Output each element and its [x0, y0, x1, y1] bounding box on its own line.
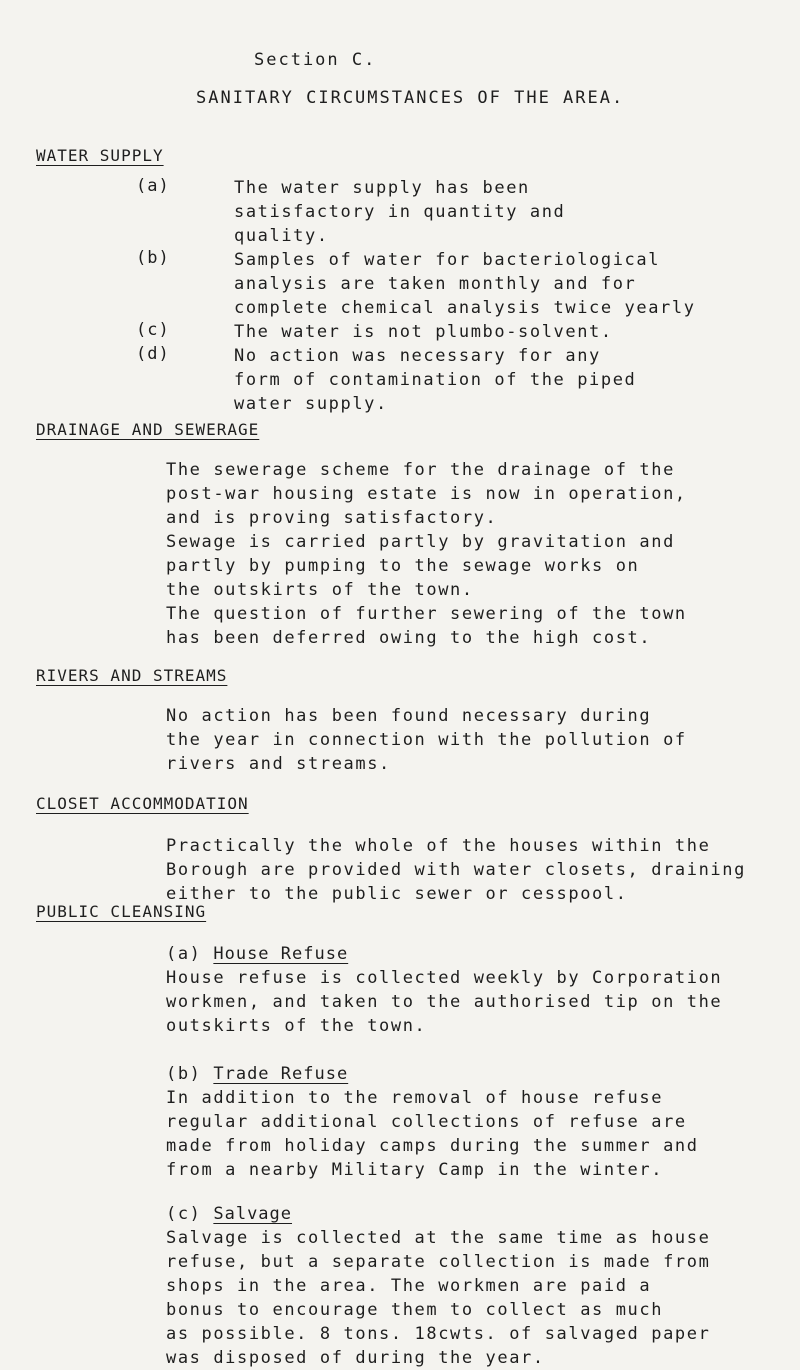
closet-heading: CLOSET ACCOMMODATION [36, 794, 249, 813]
rivers-text: No action has been found necessary during the year in connection with the pollution of rivers and streams. [166, 706, 687, 774]
house-refuse-letter: (a) [166, 944, 202, 964]
page-title: SANITARY CIRCUMSTANCES OF THE AREA. [196, 88, 625, 108]
section-label: Section C. [254, 50, 377, 70]
salvage-text: Salvage is collected at the same time as house refuse, but a separate collection is made from shops in the area. The workmen are paid a bonus to encourage them to collect as much as possible. 8 tons. 18cwts. of salvaged paper was disposed of during the year. [166, 1228, 711, 1368]
water-item-c-letter: (c) [136, 320, 170, 340]
cleansing-heading: PUBLIC CLEANSING [36, 902, 207, 921]
trade-refuse-letter: (b) [166, 1064, 202, 1084]
trade-refuse-title: Trade Refuse [213, 1064, 349, 1084]
house-refuse-text: House refuse is collected weekly by Corporation workmen, and taken to the authorised tip on the outskirts of the town. [166, 968, 723, 1036]
water-item-d-letter: (d) [136, 344, 170, 364]
drainage-heading: DRAINAGE AND SEWERAGE [36, 420, 260, 439]
drainage-text: The sewerage scheme for the drainage of the post-war housing estate is now in operation, and is proving satisfactory. Sewage is carried partly by gravitation and partly by pumping to the sewage works on the outskirts of the town. The question of further sewering of the town has been deferred owing to the high cost. [166, 460, 687, 648]
house-refuse-title: House Refuse [213, 944, 349, 964]
water-supply-heading: WATER SUPPLY [36, 146, 164, 165]
water-item-b-text: Samples of water for bacteriological analysis are taken monthly and for complete chemical analysis twice yearly [234, 250, 696, 318]
water-item-d-text: No action was necessary for any form of contamination of the piped water supply. [234, 346, 637, 414]
trade-refuse-text: In addition to the removal of house refuse regular additional collections of refuse are made from holiday camps during the summer and from a nearby Military Camp in the winter. [166, 1088, 699, 1180]
closet-text: Practically the whole of the houses within the Borough are provided with water closets, draining either to the public sewer or cesspool. [166, 836, 746, 904]
trade-refuse-block [166, 1062, 794, 1182]
rivers-heading: RIVERS AND STREAMS [36, 666, 228, 685]
salvage-block [166, 1202, 794, 1370]
water-item-b-letter: (b) [136, 248, 170, 268]
water-item-a-text: The water supply has been satisfactory in quantity and quality. [234, 178, 566, 246]
salvage-title: Salvage [213, 1204, 293, 1224]
water-item-c-text: The water is not plumbo-solvent. [234, 322, 613, 342]
house-refuse-block [166, 942, 794, 1038]
water-item-a-letter: (a) [136, 176, 170, 196]
salvage-letter: (c) [166, 1204, 202, 1224]
